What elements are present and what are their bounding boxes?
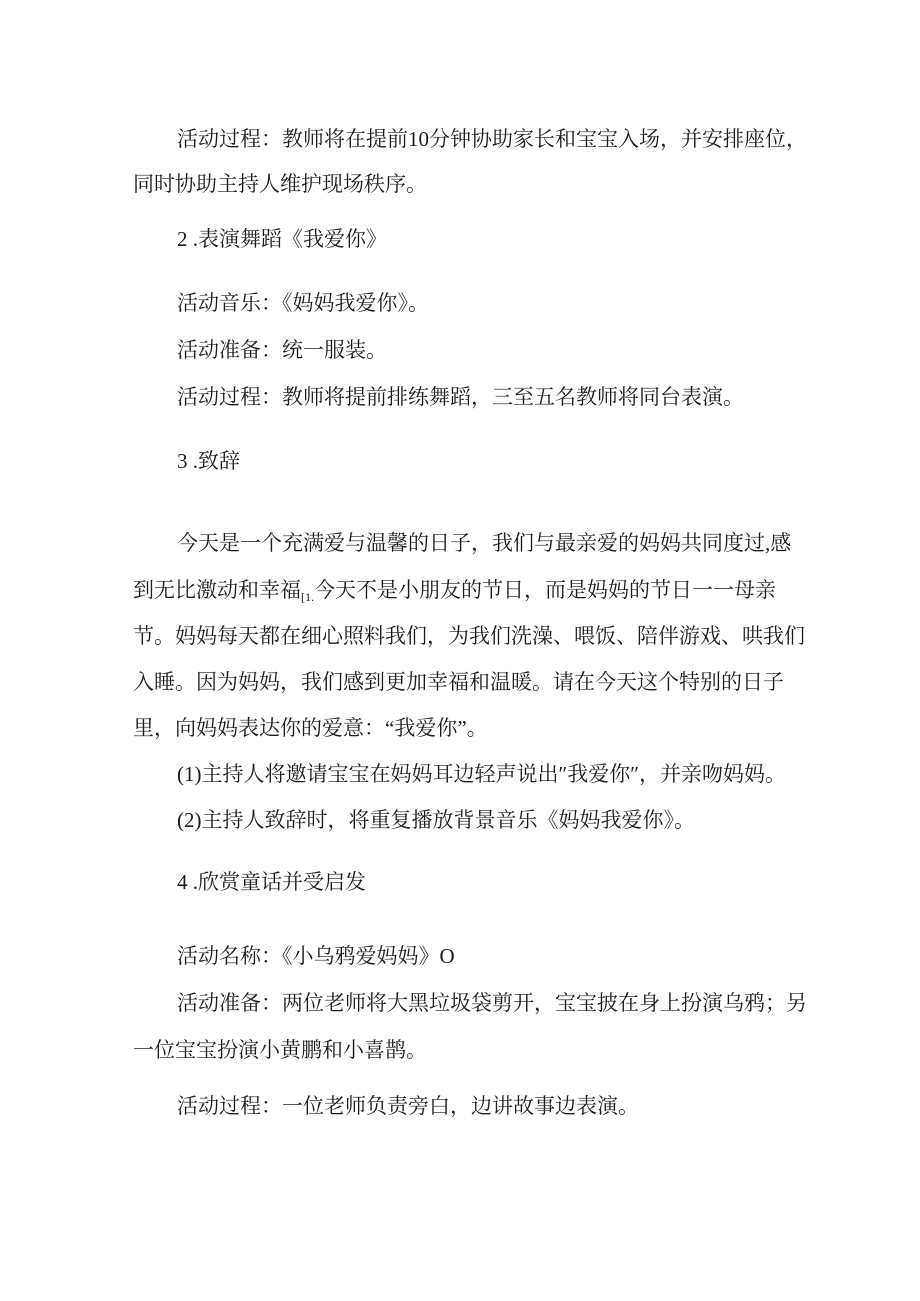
paragraph-line: 今天是一个充满爱与温馨的日子，我们与最亲爱的妈妈共同度过,感 (177, 531, 792, 555)
section-heading-2: 2 .表演舞蹈《我爱你》 (177, 227, 387, 251)
section-heading-4: 4 .欣赏童话并受启发 (177, 870, 366, 894)
paragraph-line: 活动名称：《小乌鸦爱妈妈》O (177, 944, 455, 968)
line-text: 今天不是小朋友的节日，而是妈妈的节日一一母亲 (314, 578, 776, 602)
paragraph-line: (1)主持人将邀请宝宝在妈妈耳边轻声说出″我爱你″，并亲吻妈妈。 (177, 762, 786, 786)
paragraph-line: 活动音乐：《妈妈我爱你》。 (177, 291, 429, 315)
paragraph-line: 活动过程：教师将在提前10分钟协助家长和宝宝入场，并安排座位， (177, 127, 807, 151)
section-heading-3: 3 .致辞 (177, 449, 240, 473)
paragraph-line: 活动过程：教师将提前排练舞蹈，三至五名教师将同台表演。 (177, 385, 744, 409)
paragraph-line: 里，向妈妈表达你的爱意：“我爱你”。 (133, 716, 488, 740)
footnote-marker: [1. (301, 590, 314, 604)
paragraph-line: 活动准备：统一服装。 (177, 338, 387, 362)
paragraph-line: 活动准备：两位老师将大黑垃圾袋剪开，宝宝披在身上扮演乌鸦；另 (177, 991, 807, 1015)
paragraph-line: (2)主持人致辞时，将重复播放背景音乐《妈妈我爱你》。 (177, 808, 695, 832)
text-block (133, 0, 807, 1301)
line-text: 到无比激动和幸福 (133, 578, 301, 602)
paragraph-line: 入睡。因为妈妈，我们感到更加幸福和温暖。请在今天这个特别的日子 (133, 670, 784, 694)
paragraph-line: 节。妈妈每天都在细心照料我们，为我们洗澡、喂饭、陪伴游戏、哄我们 (133, 624, 805, 648)
paragraph-line: 活动过程：一位老师负责旁白，边讲故事边表演。 (177, 1094, 639, 1118)
paragraph-line (133, 577, 776, 603)
paragraph-line: 同时协助主持人维护现场秩序。 (133, 172, 427, 196)
paragraph-line: 一位宝宝扮演小黄鹏和小喜鹊。 (133, 1038, 427, 1062)
